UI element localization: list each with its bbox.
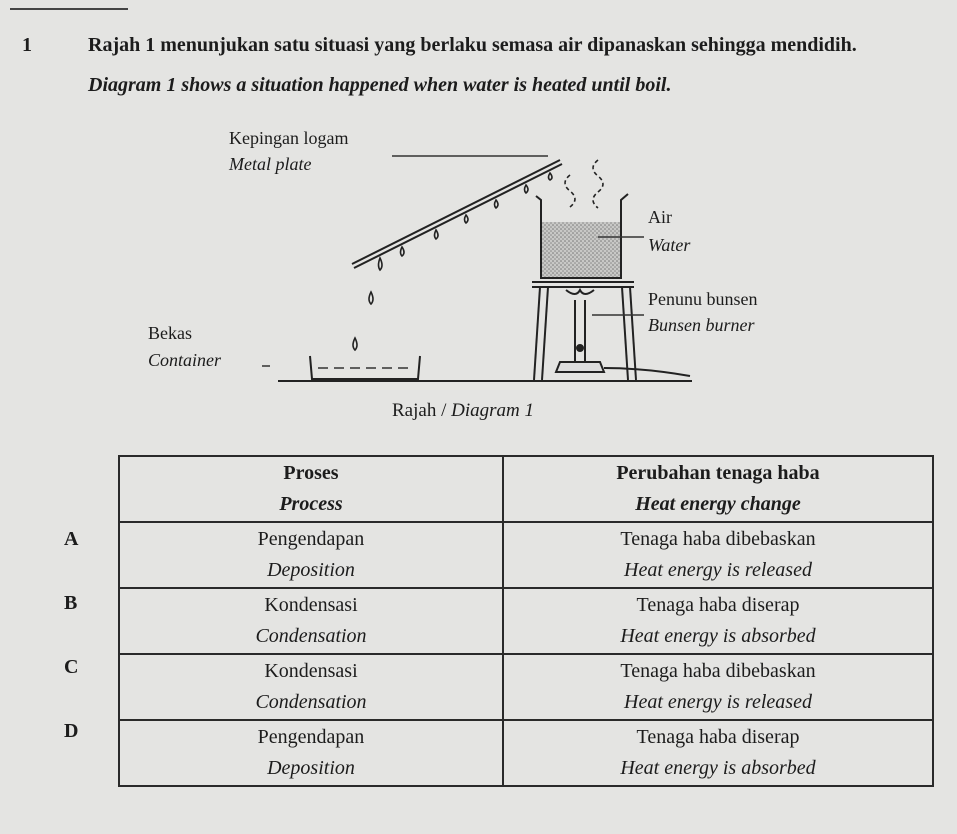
label-metal-plate-ms: Kepingan logam xyxy=(229,128,349,148)
label-metal-plate-en: Metal plate xyxy=(229,154,312,174)
row-a-process-ms: Pengendapan xyxy=(257,528,365,550)
caption-ms: Rajah xyxy=(392,400,437,421)
table-header-row xyxy=(119,456,933,522)
row-b-change-ms: Tenaga haba diserap xyxy=(636,594,800,616)
row-b-process-ms: Kondensasi xyxy=(264,594,358,616)
label-bunsen-en: Bunsen burner xyxy=(648,315,755,335)
caption-en: Diagram 1 xyxy=(451,400,534,421)
row-d-change-ms: Tenaga haba diserap xyxy=(636,726,800,748)
metal-plate xyxy=(352,160,562,268)
row-c-change-ms: Tenaga haba dibebaskan xyxy=(620,660,816,682)
row-d-process-ms: Pengendapan xyxy=(257,726,365,748)
question-number: 1 xyxy=(22,34,32,56)
option-letter-c[interactable]: C xyxy=(64,656,79,678)
header-heat-change-en: Heat energy change xyxy=(635,493,801,515)
header-process xyxy=(119,456,503,522)
steam-lines xyxy=(565,160,603,208)
label-water-ms: Air xyxy=(648,207,672,227)
table-row[interactable] xyxy=(119,522,933,588)
table-row[interactable] xyxy=(119,588,933,654)
diagram-caption xyxy=(392,400,534,422)
row-b-process-en: Condensation xyxy=(255,625,367,647)
option-letter-d[interactable]: D xyxy=(64,720,79,742)
label-container-en: Container xyxy=(148,350,222,370)
option-letter-b[interactable]: B xyxy=(64,592,78,614)
header-heat-change-ms: Perubahan tenaga haba xyxy=(616,462,820,484)
label-bunsen-ms: Penunu bunsen xyxy=(648,289,758,309)
row-c-process-en: Condensation xyxy=(255,691,367,713)
question-text-english: Diagram 1 shows a situation happened when water is heated until boil. xyxy=(88,74,672,96)
caption-separator: / xyxy=(441,400,447,421)
row-a-change-ms: Tenaga haba dibebaskan xyxy=(620,528,816,550)
row-d-change-en: Heat energy is absorbed xyxy=(620,757,816,779)
beaker xyxy=(536,194,628,278)
header-process-en: Process xyxy=(279,493,343,515)
row-a-change-en: Heat energy is released xyxy=(624,559,812,581)
water-droplets xyxy=(353,173,552,350)
header-heat-change xyxy=(503,456,933,522)
answer-table xyxy=(118,455,934,787)
header-process-ms: Proses xyxy=(283,462,339,484)
question-text-malay: Rajah 1 menunjukan satu situasi yang berlaku semasa air dipanaskan sehingga mendidih. xyxy=(88,34,857,56)
table-row[interactable] xyxy=(119,720,933,786)
label-water-en: Water xyxy=(648,235,691,255)
row-c-change-en: Heat energy is released xyxy=(624,691,812,713)
table-row[interactable] xyxy=(119,654,933,720)
row-a-process-en: Deposition xyxy=(267,559,355,581)
row-c-process-ms: Kondensasi xyxy=(264,660,358,682)
row-b-change-en: Heat energy is absorbed xyxy=(620,625,816,647)
collecting-container xyxy=(262,356,420,379)
row-d-process-en: Deposition xyxy=(267,757,355,779)
label-container-ms: Bekas xyxy=(148,323,192,343)
option-letter-a[interactable]: A xyxy=(64,528,79,550)
